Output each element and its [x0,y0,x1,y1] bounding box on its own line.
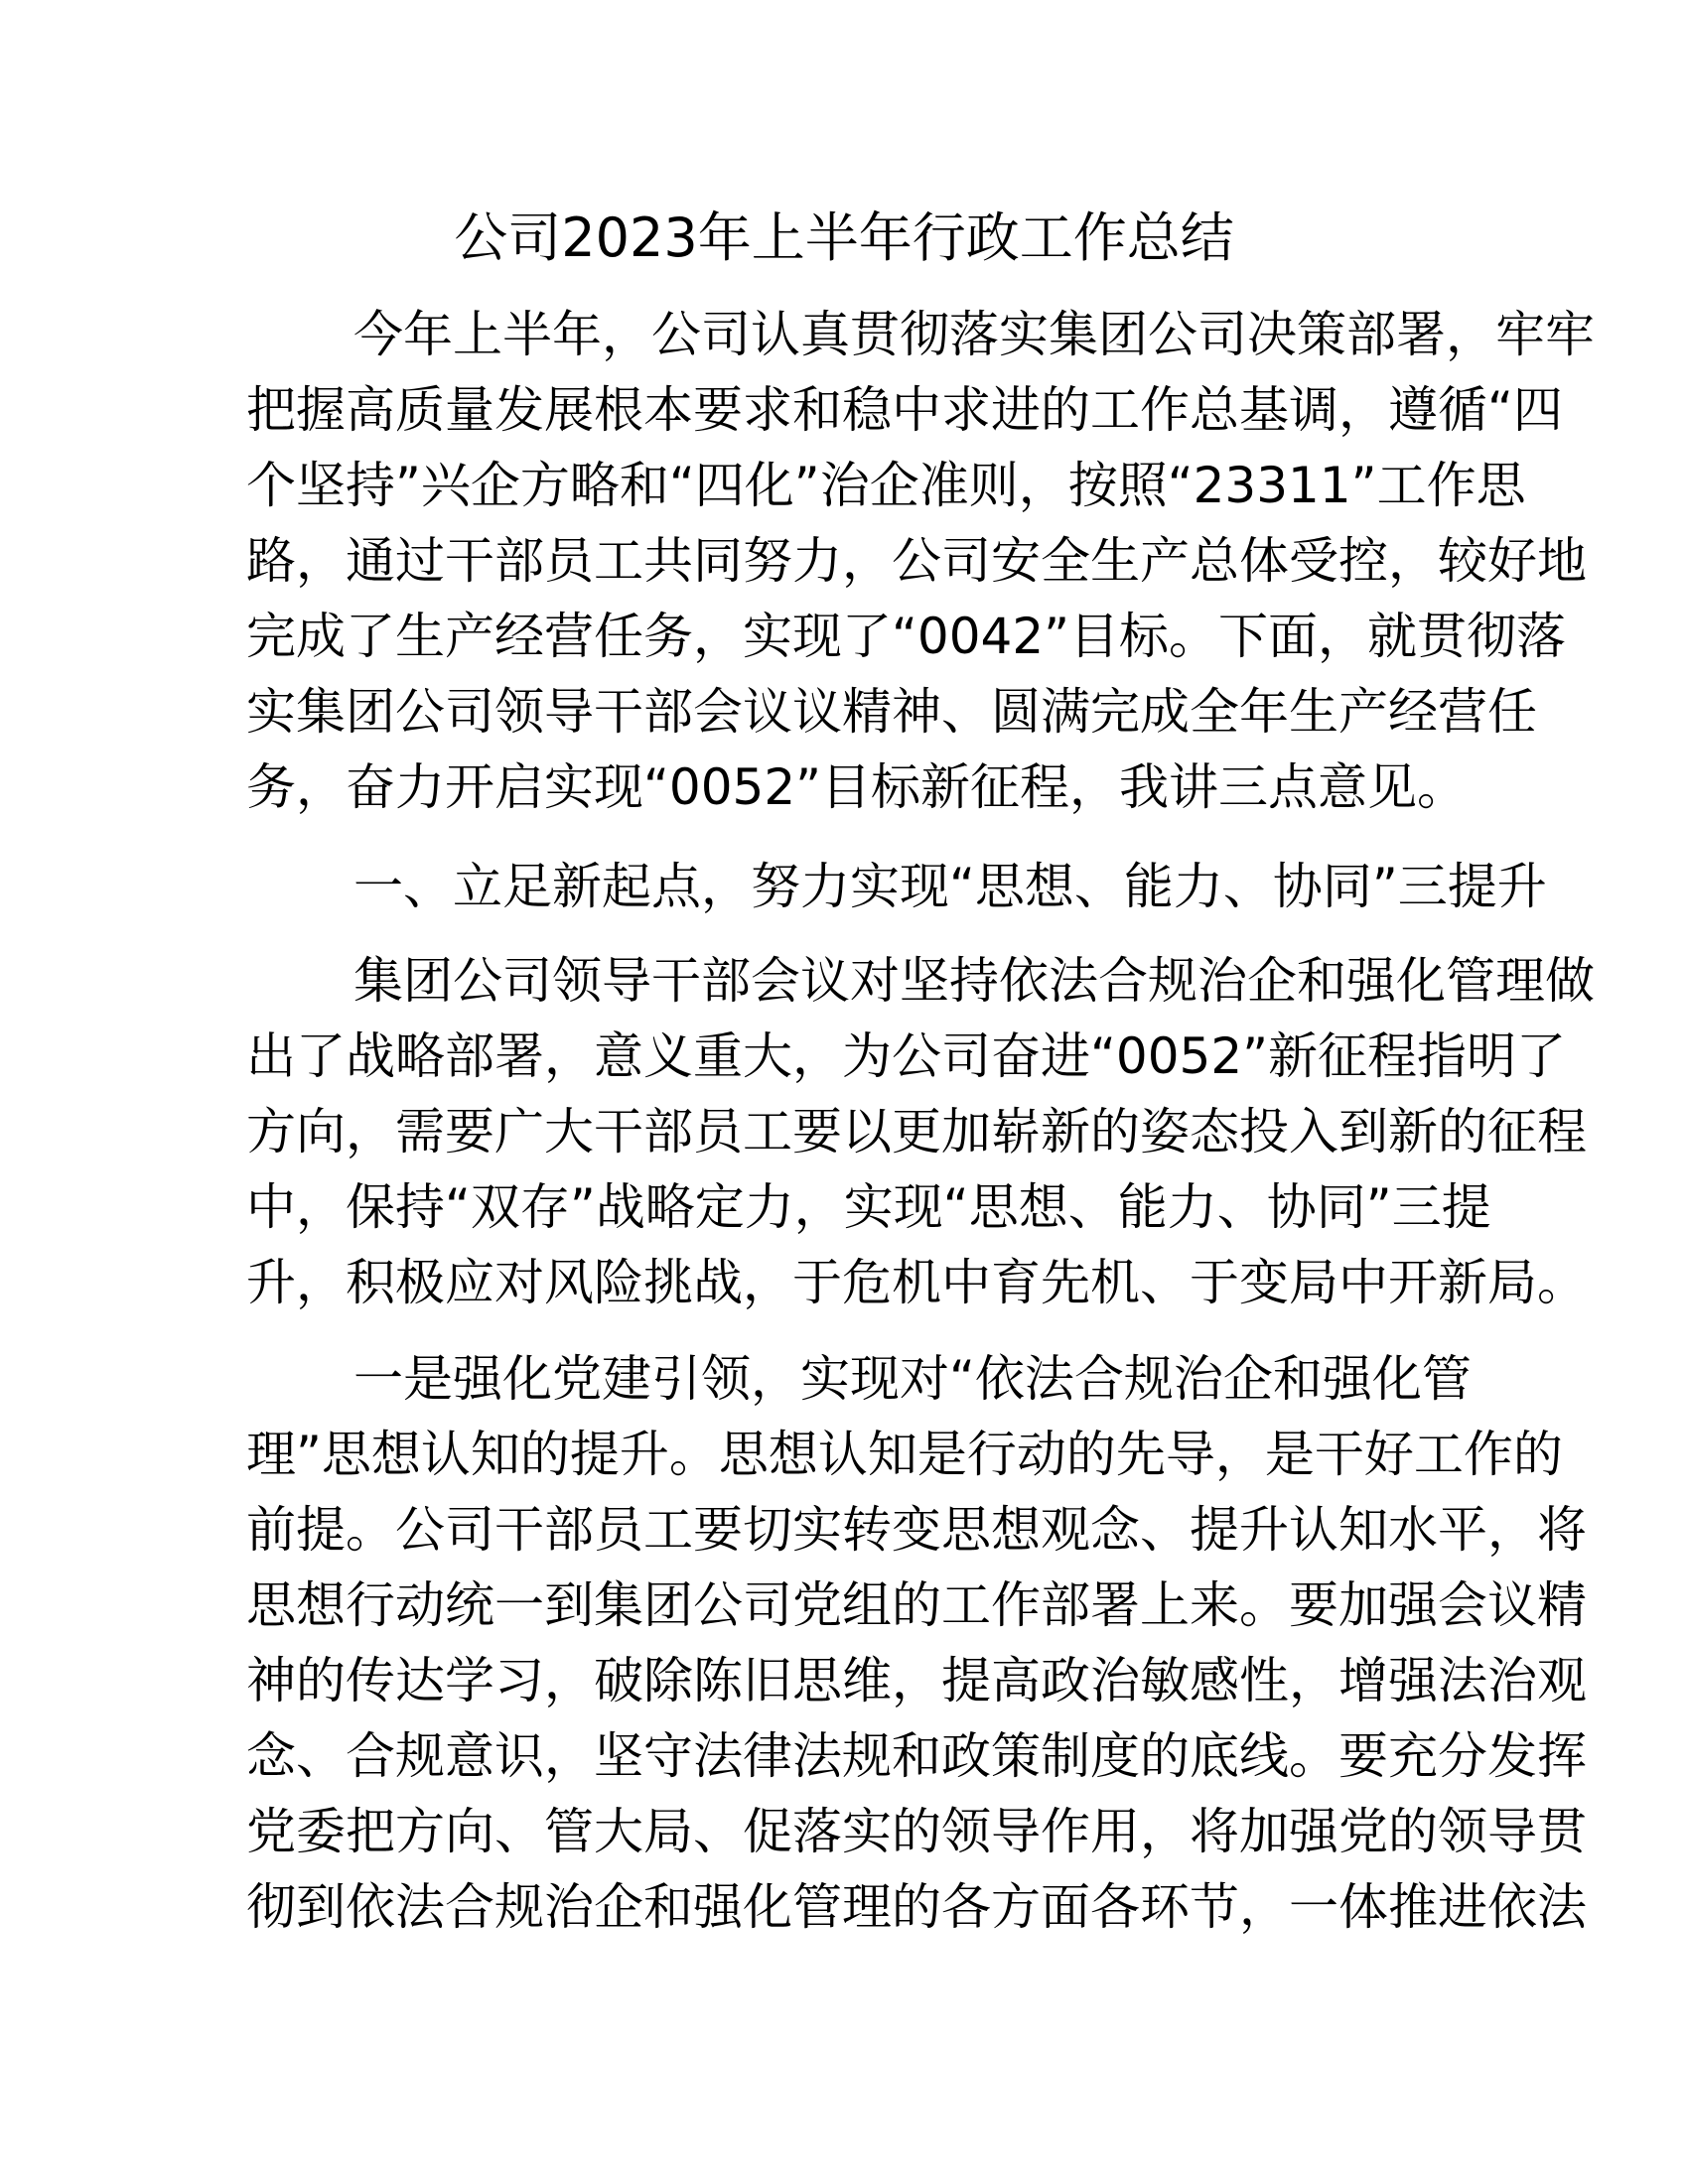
paragraph-line: 党委把方向、管大局、促落实的领导作用，将加强党的领导贯 [246,1803,1587,1860]
paragraph-line: 思想行动统一到集团公司党组的工作部署上来。要加强会议精 [246,1576,1587,1634]
paragraph-line: 务，奋力开启实现“0052”目标新征程，我讲三点意见。 [246,758,1468,816]
paragraph-line: 把握高质量发展根本要求和稳中求进的工作总基调，遵循“四 [246,381,1563,439]
paragraph-line: 理”思想认知的提升。思想认知是行动的先导，是干好工作的 [246,1426,1563,1483]
paragraph-line: 出了战略部署，意义重大，为公司奋进“0052”新征程指明了 [246,1027,1567,1085]
paragraph-line: 神的传达学习，破除陈旧思维，提高政治敏感性，增强法治观 [246,1652,1587,1709]
document-title: 公司2023年上半年行政工作总结 [454,206,1234,269]
paragraph-line: 中，保持“双存”战略定力，实现“思想、能力、协同”三提 [246,1178,1491,1236]
paragraph-line: 方向，需要广大干部员工要以更加崭新的姿态投入到新的征程 [246,1103,1587,1160]
paragraph-line: 完成了生产经营任务，实现了“0042”目标。下面，就贯彻落 [246,608,1567,665]
paragraph-line: 实集团公司领导干部会议议精神、圆满完成全年生产经营任 [246,683,1537,741]
paragraph-line: 路，通过干部员工共同努力，公司安全生产总体受控，较好地 [246,532,1587,590]
paragraph-line: 集团公司领导干部会议对坚持依法合规治企和强化管理做 [353,952,1595,1010]
paragraph-line: 个坚持”兴企方略和“四化”治企准则，按照“23311”工作思 [246,457,1526,514]
paragraph-line: 升，积极应对风险挑战，于危机中育先机、于变局中开新局。 [246,1254,1587,1311]
paragraph-line: 一是强化党建引领，实现对“依法合规治企和强化管 [353,1350,1472,1408]
paragraph-line: 前提。公司干部员工要切实转变思想观念、提升认知水平，将 [246,1501,1587,1559]
paragraph-line: 彻到依法合规治企和强化管理的各方面各环节，一体推进依法 [246,1878,1587,1936]
paragraph-line: 今年上半年，公司认真贯彻落实集团公司决策部署，牢牢 [353,306,1595,363]
section-heading: 一、立足新起点，努力实现“思想、能力、协同”三提升 [353,858,1547,915]
paragraph-line: 念、合规意识，坚守法律法规和政策制度的底线。要充分发挥 [246,1727,1587,1785]
